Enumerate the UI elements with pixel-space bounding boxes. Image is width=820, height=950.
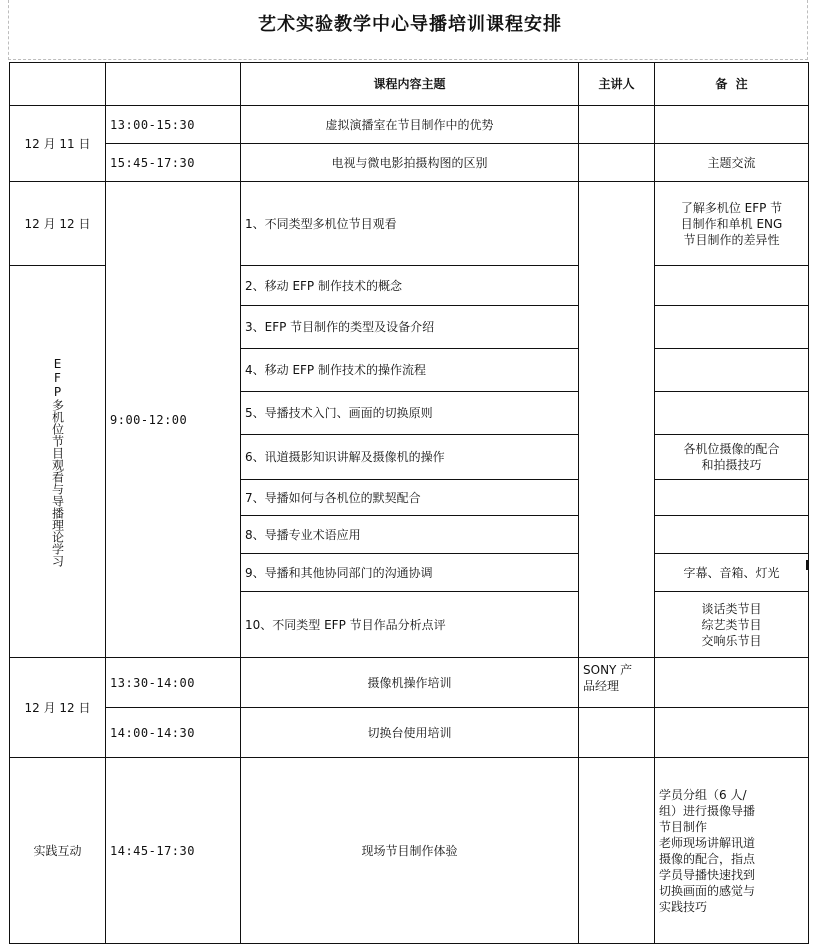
note-cell [655,708,809,758]
lecturer-cell [579,708,655,758]
note-line: 实践技巧 [659,899,708,914]
date-cell: 12 月 12 日 [10,658,106,758]
note-cell [655,758,809,944]
note-line: 综艺类节目 [701,617,762,632]
topic-cell: 切换台使用培训 [241,708,579,758]
note-cell [655,106,809,144]
table-row [10,144,809,182]
note-line: 切换画面的感觉与 [659,883,756,898]
time-cell: 13:00-15:30 [106,106,241,144]
note-line: 学员分组（6 人/ [659,787,747,802]
header-topic: 课程内容主题 [241,63,579,106]
topic-cell: 1、不同类型多机位节目观看 [241,182,579,266]
topic-cell: 10、不同类型 EFP 节目作品分析点评 [241,592,579,658]
topic-cell: 7、导播如何与各机位的默契配合 [241,480,579,516]
note-cell [655,658,809,708]
table-row [10,106,809,144]
note-line: 组）进行摄像导播 [659,803,756,818]
header-lecturer: 主讲人 [579,63,655,106]
note-cell: 字幕、音箱、灯光 [655,554,809,592]
note-line: 老师现场讲解讯道 [659,835,756,850]
note-cell [655,349,809,392]
date-cell: 12 月 11 日 [10,106,106,182]
note-line: 目制作和单机 ENG [680,216,783,231]
note-cell: 主题交流 [655,144,809,182]
block-label-cell [10,266,106,658]
note-line: 各机位摄像的配合 [683,442,780,456]
topic-cell: 2、移动 EFP 制作技术的概念 [241,266,579,306]
edge-marker [806,560,809,570]
header-time [106,63,241,106]
topic-cell: 4、移动 EFP 制作技术的操作流程 [241,349,579,392]
time-cell: 14:45-17:30 [106,758,241,944]
topic-cell: 9、导播和其他协同部门的沟通协调 [241,554,579,592]
note-cell [655,592,809,658]
topic-cell: 虚拟演播室在节目制作中的优势 [241,106,579,144]
table-row [10,708,809,758]
header-notes: 备 注 [655,63,809,106]
note-cell [655,435,809,480]
lecturer-line: SONY 产 [583,663,633,677]
topic-cell: 3、EFP 节目制作的类型及设备介绍 [241,306,579,349]
topic-cell: 电视与微电影拍摄构图的区别 [241,144,579,182]
date-cell: 12 月 12 日 [10,182,106,266]
note-line: 节目制作的差异性 [683,232,780,247]
lecturer-cell [579,758,655,944]
table-row [10,658,809,708]
note-line: 和拍摄技巧 [701,458,762,472]
time-cell: 13:30-14:00 [106,658,241,708]
time-cell: 15:45-17:30 [106,144,241,182]
note-line: 摄像的配合，指点 [659,851,756,866]
note-line: 了解多机位 EFP 节 [680,200,783,215]
lecturer-line: 品经理 [583,679,620,693]
lecturer-cell [579,144,655,182]
lecturer-cell [579,658,655,708]
time-cell: 14:00-14:30 [106,708,241,758]
topic-cell: 6、讯道摄影知识讲解及摄像机的操作 [241,435,579,480]
note-cell [655,182,809,266]
schedule-table [9,62,809,944]
note-line: 节目制作 [659,819,708,834]
block-label: EFP多机位节目观看与导播理论学习 [50,356,65,567]
header-date [10,63,106,106]
note-cell [655,480,809,516]
header-row [10,63,809,106]
note-cell [655,266,809,306]
note-cell [655,392,809,435]
topic-cell: 5、导播技术入门、画面的切换原则 [241,392,579,435]
date-cell: 实践互动 [10,758,106,944]
note-cell [655,306,809,349]
table-row [10,182,809,266]
topic-cell: 现场节目制作体验 [241,758,579,944]
note-cell [655,516,809,554]
note-line: 谈话类节目 [701,601,762,616]
topic-cell: 8、导播专业术语应用 [241,516,579,554]
lecturer-cell [579,182,655,658]
time-cell: 9:00-12:00 [106,182,241,658]
note-line: 学员导播快速找到 [659,867,756,882]
page-title: 艺术实验教学中心导播培训课程安排 [258,14,562,35]
lecturer-cell [579,106,655,144]
topic-cell: 摄像机操作培训 [241,658,579,708]
table-row [10,758,809,944]
note-line: 交响乐节目 [701,633,762,648]
